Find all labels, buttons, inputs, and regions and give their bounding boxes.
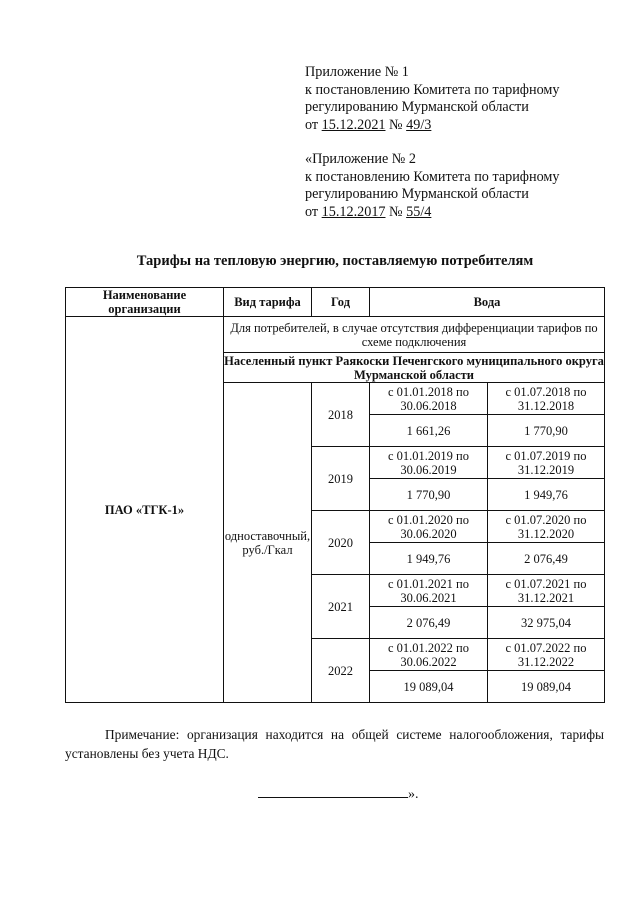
appendix-2-no-sign: № bbox=[389, 203, 403, 220]
tariff-value-second-half: 1 770,90 bbox=[488, 415, 605, 447]
period-first-half: с 01.01.2020 по 30.06.2020 bbox=[370, 511, 488, 543]
note-row bbox=[66, 317, 605, 353]
header-organization: Наименование организации bbox=[66, 288, 224, 317]
appendix-2-header bbox=[305, 151, 560, 221]
header-year: Год bbox=[312, 288, 370, 317]
header-tariff-type: Вид тарифа bbox=[224, 288, 312, 317]
tariff-value-first-half: 19 089,04 bbox=[370, 671, 488, 703]
appendix-1-no-sign: № bbox=[389, 116, 403, 133]
appendix-1-date: 15.12.2021 bbox=[321, 116, 386, 133]
organization-name: ПАО «ТГК-1» bbox=[66, 317, 224, 703]
header-water: Вода bbox=[370, 288, 605, 317]
appendix-1-line3: регулированию Мурманской области bbox=[305, 99, 529, 115]
period-first-half: с 01.01.2022 по 30.06.2022 bbox=[370, 639, 488, 671]
closing-quote: ». bbox=[408, 787, 419, 802]
year-cell: 2021 bbox=[312, 575, 370, 639]
document-title: Тарифы на тепловую энергию, поставляемую потребителям bbox=[136, 253, 534, 269]
period-second-half: с 01.07.2019 по 31.12.2019 bbox=[488, 447, 605, 479]
tariff-value-second-half: 1 949,76 bbox=[488, 479, 605, 511]
appendix-2-from: от bbox=[305, 203, 319, 220]
appendix-2-title: «Приложение № 2 bbox=[305, 151, 416, 167]
tariff-value-second-half: 19 089,04 bbox=[488, 671, 605, 703]
appendix-2-date: 15.12.2017 bbox=[321, 203, 386, 220]
appendix-2-reference bbox=[305, 204, 560, 222]
tariff-value-first-half: 1 770,90 bbox=[370, 479, 488, 511]
appendix-1-title: Приложение № 1 bbox=[305, 64, 409, 80]
tariff-value-first-half: 2 076,49 bbox=[370, 607, 488, 639]
consumer-note: Для потребителей, в случае отсутствия дифференциации тарифов по схеме подключения bbox=[224, 317, 605, 353]
period-first-half: с 01.01.2018 по 30.06.2018 bbox=[370, 383, 488, 415]
year-cell: 2022 bbox=[312, 639, 370, 703]
period-second-half: с 01.07.2020 по 31.12.2020 bbox=[488, 511, 605, 543]
tariff-value-second-half: 2 076,49 bbox=[488, 543, 605, 575]
appendix-1-header bbox=[305, 64, 560, 134]
period-second-half: с 01.07.2022 по 31.12.2022 bbox=[488, 639, 605, 671]
year-cell: 2019 bbox=[312, 447, 370, 511]
signature-line bbox=[258, 785, 419, 803]
appendix-1-reference bbox=[305, 117, 560, 135]
signature-underline bbox=[258, 785, 408, 798]
appendix-1-from: от bbox=[305, 116, 319, 133]
tariff-value-second-half: 32 975,04 bbox=[488, 607, 605, 639]
period-first-half: с 01.01.2021 по 30.06.2021 bbox=[370, 575, 488, 607]
period-second-half: с 01.07.2021 по 31.12.2021 bbox=[488, 575, 605, 607]
appendix-2-line3: регулированию Мурманской области bbox=[305, 186, 529, 202]
year-cell: 2020 bbox=[312, 511, 370, 575]
appendix-1-line2: к постановлению Комитета по тарифному bbox=[305, 81, 560, 98]
year-cell: 2018 bbox=[312, 383, 370, 447]
appendix-1-number: 49/3 bbox=[406, 116, 432, 133]
tariff-type-cell: одноставочный, руб./Гкал bbox=[224, 383, 312, 703]
appendix-2-line2: к постановлению Комитета по тарифному bbox=[305, 168, 560, 185]
locality-name: Населенный пункт Раякоски Печенгского муниципального округа Мурманской области bbox=[224, 353, 604, 382]
footnote-text: Примечание: организация находится на общей системе налогообложения, тарифы установлены без учета НДС. bbox=[65, 727, 604, 761]
appendix-2-number: 55/4 bbox=[406, 203, 432, 220]
tariff-value-first-half: 1 661,26 bbox=[370, 415, 488, 447]
period-second-half: с 01.07.2018 по 31.12.2018 bbox=[488, 383, 605, 415]
table-header-row bbox=[66, 288, 605, 317]
tariff-table bbox=[65, 287, 605, 703]
tariff-value-first-half: 1 949,76 bbox=[370, 543, 488, 575]
period-first-half: с 01.01.2019 по 30.06.2019 bbox=[370, 447, 488, 479]
